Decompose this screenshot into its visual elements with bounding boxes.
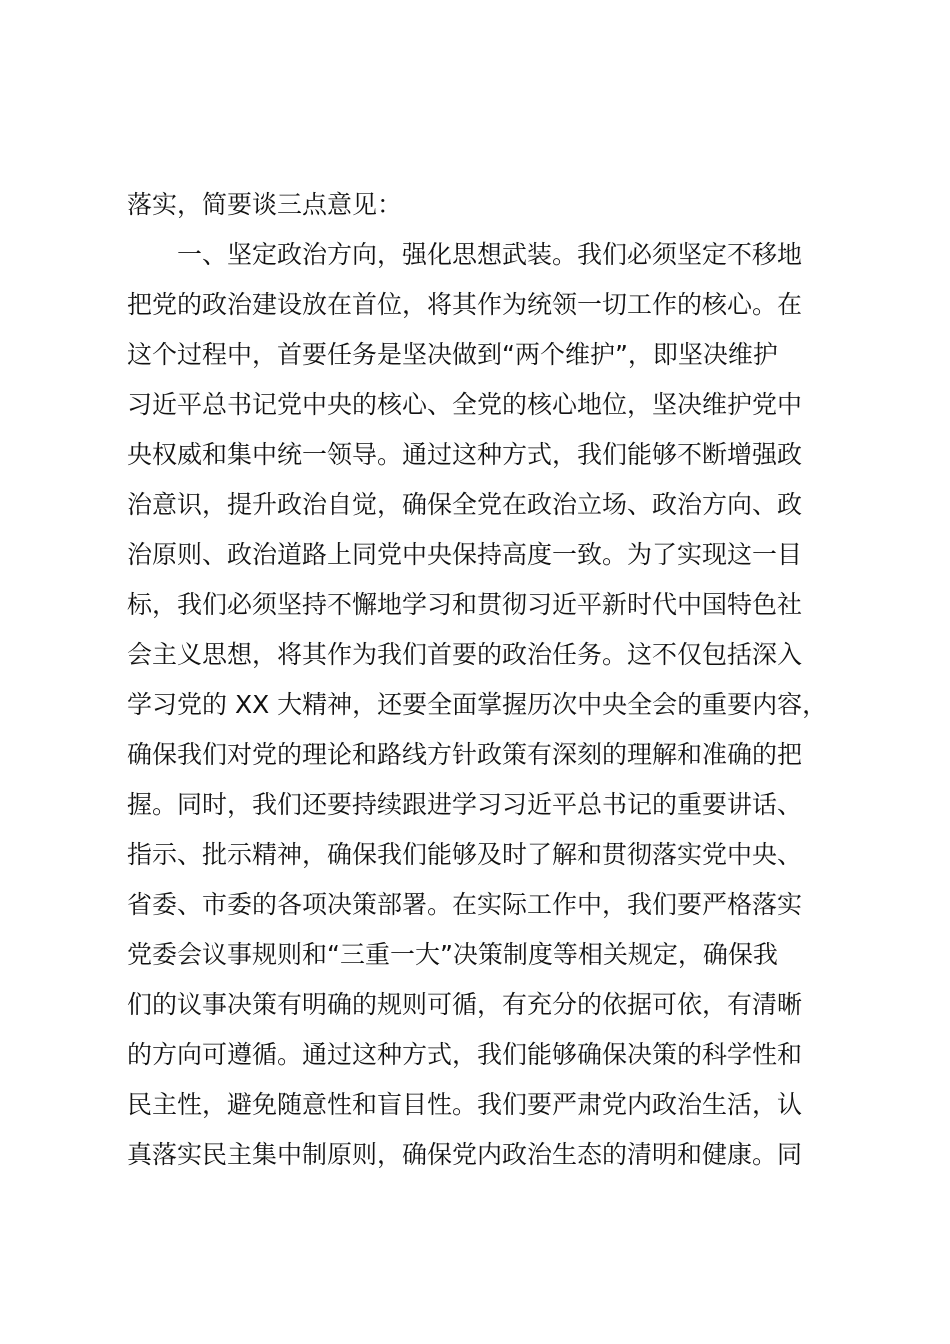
text-line: 央权威和集中统一领导。通过这种方式，我们能够不断增强政 — [127, 440, 803, 469]
text-line: 们的议事决策有明确的规则可循，有充分的依据可依，有清晰 — [127, 990, 803, 1019]
text-line: 会主义思想，将其作为我们首要的政治任务。这不仅包括深入 — [127, 640, 803, 669]
text-line: 把党的政治建设放在首位，将其作为统领一切工作的核心。在 — [127, 290, 803, 319]
document-body — [127, 180, 847, 1180]
text-line: 治原则、政治道路上同党中央保持高度一致。为了实现这一目 — [127, 540, 803, 569]
text-line: 民主性，避免随意性和盲目性。我们要严肃党内政治生活，认 — [127, 1090, 803, 1119]
text-line: 的方向可遵循。通过这种方式，我们能够确保决策的科学性和 — [127, 1040, 803, 1069]
text-line: 学习党的 XX 大精神，还要全面掌握历次中央全会的重要内容， — [127, 690, 828, 719]
text-line: 真落实民主集中制原则，确保党内政治生态的清明和健康。同 — [127, 1140, 803, 1169]
text-line: 习近平总书记党中央的核心、全党的核心地位，坚决维护党中 — [127, 390, 803, 419]
text-line: 标，我们必须坚持不懈地学习和贯彻习近平新时代中国特色社 — [127, 590, 803, 619]
text-line: 党委会议事规则和“三重一大”决策制度等相关规定，确保我 — [127, 940, 778, 969]
text-line: 这个过程中，首要任务是坚决做到“两个维护”，即坚决维护 — [127, 340, 778, 369]
text-line: 指示、批示精神，确保我们能够及时了解和贯彻落实党中央、 — [127, 840, 803, 869]
text-line: 确保我们对党的理论和路线方针政策有深刻的理解和准确的把 — [127, 740, 803, 769]
text-line: 省委、市委的各项决策部署。在实际工作中，我们要严格落实 — [127, 890, 803, 919]
text-line: 治意识，提升政治自觉，确保全党在政治立场、政治方向、政 — [127, 490, 803, 519]
text-line: 握。同时，我们还要持续跟进学习习近平总书记的重要讲话、 — [127, 790, 803, 819]
text-line: 落实，简要谈三点意见： — [127, 190, 403, 219]
text-line: 一、坚定政治方向，强化思想武装。我们必须坚定不移地 — [127, 240, 803, 269]
